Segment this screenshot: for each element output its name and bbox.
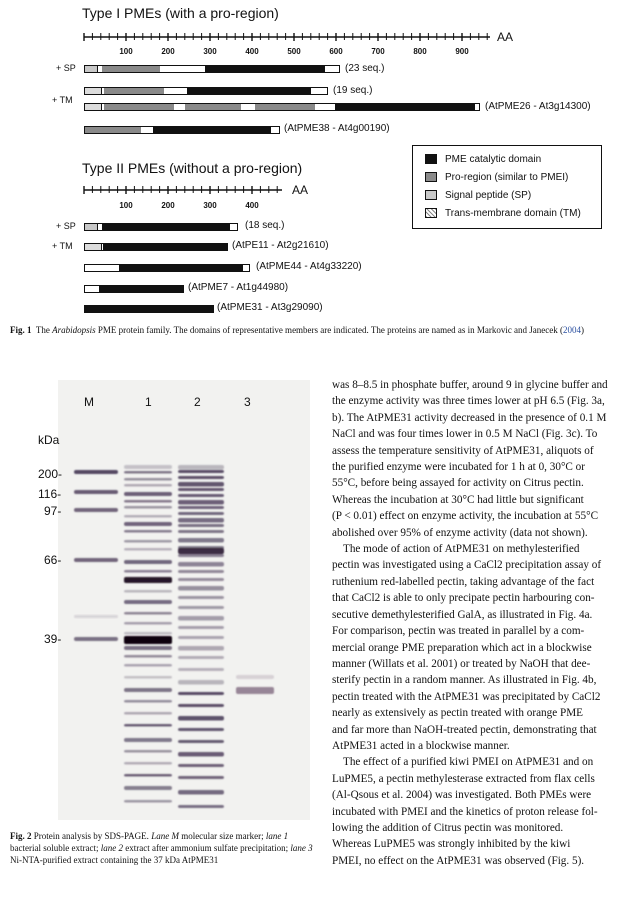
gel-band (124, 577, 172, 583)
gel-band (124, 612, 172, 615)
protein-label: (18 seq.) (245, 220, 285, 231)
gel-band (178, 470, 224, 473)
gel-band (178, 606, 224, 609)
gel-band (124, 600, 172, 604)
gel-band (124, 515, 172, 518)
type1-title: Type I PMEs (with a pro-region) (82, 5, 279, 21)
protein-label: (AtPME38 - At4g00190) (284, 123, 390, 134)
gel-band (178, 524, 224, 527)
gel-band (124, 471, 172, 474)
sp-label: + SP (56, 63, 76, 73)
body-text-line: manner (Willats et al. 2001) or treated by NaOH that dee- (332, 657, 591, 670)
gel-band (178, 518, 224, 523)
gel-band (124, 676, 172, 679)
gel-band (124, 570, 172, 573)
body-text-line: NaCl and was four times lower in 0.5 M NaCl (Fig. 3c). To (332, 428, 598, 441)
legend (412, 145, 602, 229)
gel-band (178, 512, 224, 515)
gel-band (178, 680, 224, 685)
gel-band (178, 764, 224, 767)
gel-band (178, 488, 224, 491)
gel-band (178, 616, 224, 621)
type1-axis-unit: AA (497, 30, 514, 44)
gel-band (178, 704, 224, 707)
legend-swatch (425, 154, 437, 164)
protein-label: (19 seq.) (333, 85, 373, 96)
body-text-line: was 8–8.5 in phosphate buffer, around 9 in glycine buffer and (332, 379, 608, 391)
lane-label-m: M (84, 395, 94, 409)
gel-band (124, 530, 172, 533)
gel-band (178, 656, 224, 659)
gel-band (124, 786, 172, 790)
body-text-line: b). The AtPME31 activity decreased in the presence of 0.1 M (332, 411, 607, 424)
gel-band (178, 646, 224, 651)
protein-label: (AtPME7 - At1g44980) (188, 282, 289, 293)
gel-band (178, 530, 224, 533)
type1-tick-label: 400 (245, 47, 259, 56)
gel-band (178, 805, 224, 808)
legend-swatch (425, 208, 437, 218)
gel-band (178, 790, 224, 795)
gel-band (124, 738, 172, 742)
protein-label: (AtPME44 - At4g33220) (256, 261, 362, 272)
gel-band (124, 724, 172, 727)
gel-band (178, 506, 224, 509)
gel-band (124, 465, 172, 469)
body-text-line: The mode of action of AtPME31 on methylesterified (332, 543, 580, 556)
gel-band (124, 522, 172, 526)
gel-band (124, 712, 172, 715)
gel-band (178, 494, 224, 497)
gel-band (178, 538, 224, 543)
body-text-line: mercial orange PME preparation which act in a blockwise (332, 641, 592, 654)
gel-band (178, 740, 224, 743)
legend-item: Signal peptide (SP) (425, 190, 531, 201)
gel-band (178, 596, 224, 599)
gel-band (178, 554, 224, 557)
gel-band (124, 590, 172, 593)
gel-band (124, 646, 172, 650)
protein-label: (AtPE11 - At2g21610) (232, 240, 329, 251)
body-text-line: assess the temperature sensitivity of AtPME31, aliquots of (332, 444, 594, 457)
type1-tick-label: 700 (371, 47, 385, 56)
protein-label: (23 seq.) (345, 63, 385, 74)
gel-band (178, 636, 224, 639)
tm-label: + TM (52, 95, 73, 105)
body-text-line: Whereas the incubation at 30°C had little but significant (332, 493, 584, 506)
legend-item: PME catalytic domain (425, 154, 541, 165)
sp-label: + SP (56, 221, 76, 231)
mw-marker-116: 116- (38, 487, 62, 501)
lane-label-2: 2 (194, 395, 201, 409)
body-text-line: (P < 0.01) effect on enzyme activity, the incubation at 55°C (332, 510, 599, 523)
gel-band (124, 560, 172, 564)
gel-band (178, 465, 224, 470)
type1-tick-label: 100 (119, 47, 133, 56)
gel-band (124, 762, 172, 765)
body-text-line: (Al-Qsous et al. 2004) was investigated. Both PMEs were (332, 789, 592, 802)
body-text-line: pectin was investigated using a CaCl2 precipitation assay of (332, 559, 602, 572)
body-text-line: PMEI, no effect on the AtPME31 was observed (Fig. 5). (332, 854, 585, 867)
gel-band (178, 668, 224, 671)
gel-band (74, 637, 118, 641)
body-text-line: Whereas LuPME5 was strongly inhibited by the kiwi (332, 838, 571, 851)
gel-band (178, 482, 224, 487)
type2-tick-label: 300 (203, 201, 217, 210)
gel-band (178, 500, 224, 505)
body-text-line: the purified enzyme were incubated for 1 h at 0, 30°C or (332, 461, 585, 474)
gel-band (178, 570, 224, 573)
gel-band (236, 675, 274, 679)
legend-item: Pro-region (similar to PMEI) (425, 172, 568, 183)
gel-band (178, 752, 224, 757)
tm-label: + TM (52, 241, 73, 251)
body-text-line: sterify pectin in a random manner. As illustrated in Fig. 4b, (332, 674, 597, 687)
gel-band (178, 728, 224, 731)
type1-tick-label: 300 (203, 47, 217, 56)
gel-band (124, 478, 172, 481)
type2-title: Type II PMEs (without a pro-region) (82, 160, 303, 176)
body-text-column (332, 377, 634, 869)
gel-band (124, 688, 172, 692)
gel-band (124, 632, 172, 635)
body-text-line: AtPME31 acted in a blockwise manner. (332, 739, 510, 752)
type2-tick-label: 100 (119, 201, 133, 210)
gel-band (124, 548, 172, 551)
gel-band (124, 800, 172, 803)
figure2-caption: Fig. 2 Protein analysis by SDS-PAGE. Lane M molecular size marker; lane 1 bacterial soluble extract; lane 2 extract after ammonium sulfate precipitation; lane 3 Ni-NTA-purified extract containing the 37 kDa AtPME31 (10, 831, 313, 865)
body-text-line: the enzyme activity was three times lower at pH 6.5 (Fig. 3a, (332, 395, 605, 408)
body-text-line: For comparison, pectin was treated in parallel by a com- (332, 625, 585, 638)
type1-tick-label: 900 (455, 47, 469, 56)
gel-band (74, 558, 118, 562)
gel-band (74, 615, 118, 618)
gel-band (178, 548, 224, 554)
gel-band (124, 636, 172, 644)
body-text-line: abolished over 95% of enzyme activity (data not shown). (332, 526, 588, 539)
gel-band (74, 470, 118, 474)
body-text-line: The effect of a purified kiwi PMEI on AtPME31 and on (332, 756, 594, 769)
gel-band (124, 655, 172, 658)
body-text-line: lowing the addition of Citrus pectin was monitored. (332, 821, 564, 834)
figure1-caption: Fig. 1 The Arabidopsis PME protein family. The domains of representative members are indicated. The proteins are named as in Markovic and Janecek (2004) (10, 325, 585, 335)
gel-band (236, 687, 274, 694)
type2-tick-label: 400 (245, 201, 259, 210)
body-text-line: incubated with PMEI and the kinetics of proton release fol- (332, 805, 598, 818)
gel-band (178, 578, 224, 581)
type2-tick-label: 200 (161, 201, 175, 210)
body-text-line: that CaCl2 is able to only precipate pectin harbouring con- (332, 592, 595, 605)
type2-axis-unit: AA (292, 183, 309, 197)
legend-item: Trans-membrane domain (TM) (425, 208, 581, 219)
body-text-line: secutive demethylesterified GalA, as illustrated in Fig. 4a. (332, 608, 593, 621)
gel-band (124, 492, 172, 496)
gel-band (74, 490, 118, 494)
lane-label-1: 1 (145, 395, 152, 409)
gel-band (124, 700, 172, 703)
type1-tick-label: 200 (161, 47, 175, 56)
gel-band (124, 540, 172, 543)
gel-band (124, 750, 172, 753)
protein-label: (AtPME31 - At3g29090) (217, 302, 323, 313)
protein-label: (AtPME26 - At3g14300) (485, 101, 591, 112)
body-text-line: and far more than NaOH-treated pectin, demonstrating that (332, 723, 597, 736)
mw-marker-200: 200- (38, 467, 63, 481)
gel-band (178, 562, 224, 567)
gel-band (178, 476, 224, 479)
kda-unit: kDa (38, 433, 60, 447)
gel-band (74, 508, 118, 512)
gel-bands (0, 0, 330, 840)
gel-band (124, 500, 172, 503)
type1-tick-label: 500 (287, 47, 301, 56)
gel-band (178, 692, 224, 695)
gel-band (178, 586, 224, 591)
type1-tick-label: 600 (329, 47, 343, 56)
mw-marker-39: 39- (44, 632, 62, 646)
gel-band (178, 626, 224, 629)
mw-marker-66: 66- (44, 553, 62, 567)
gel-band (178, 776, 224, 779)
body-text-line: ruthenium red-labelled pectin, taking advantage of the fact (332, 575, 595, 588)
body-text-line: 55°C, before being assayed for activity on Citrus pectin. (332, 477, 584, 490)
gel-band (124, 774, 172, 777)
gel-band (124, 622, 172, 625)
body-text-line: LuPME5, a pectin methylesterase extracted from flax cells (332, 772, 595, 785)
mw-marker-97: 97- (44, 504, 62, 518)
gel-band (178, 716, 224, 721)
legend-swatch (425, 190, 437, 200)
lane-label-3: 3 (244, 395, 251, 409)
gel-band (124, 664, 172, 667)
body-text-line: pectin treated with the AtPME31 was precipitated by CaCl2 (332, 690, 601, 703)
gel-band (124, 506, 172, 509)
legend-swatch (425, 172, 437, 182)
gel-band (124, 484, 172, 487)
body-text-line: nearly as extensively as pectin treated with orange PME (332, 707, 584, 720)
type1-tick-label: 800 (413, 47, 427, 56)
